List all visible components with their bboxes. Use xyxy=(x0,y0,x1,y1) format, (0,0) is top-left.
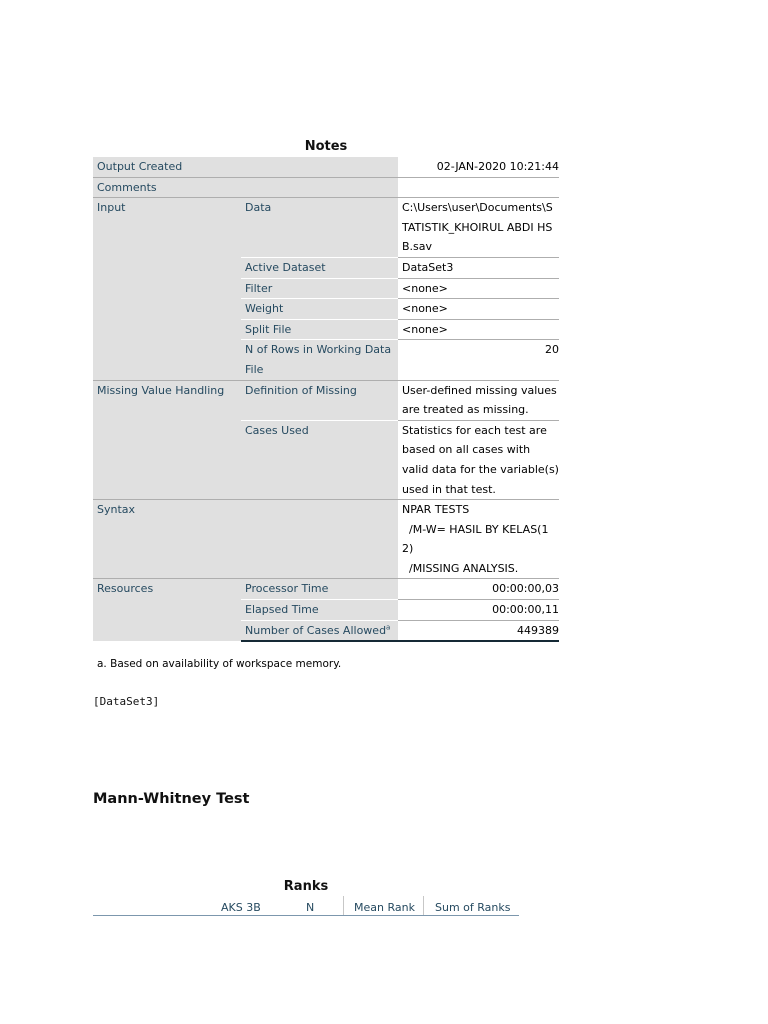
row-label-cases-allowed xyxy=(241,620,398,641)
row-label-output-created: Output Created xyxy=(93,157,398,177)
cases-allowed-value: 449389 xyxy=(398,620,559,641)
row-label-active-dataset: Active Dataset xyxy=(241,257,398,278)
row-label-missing: Missing Value Handling xyxy=(93,380,241,500)
ranks-col-mean-rank: Mean Rank xyxy=(354,901,415,914)
syntax-value: NPAR TESTS /M-W= HASIL BY KELAS(1 2) /MISSING ANALYSIS. xyxy=(398,500,559,579)
weight-value: <none> xyxy=(398,299,559,320)
data-file-value: C:\Users\user\Documents\STATISTIK_KHOIRUL ABDI HSB.sav xyxy=(398,198,559,258)
row-label-weight: Weight xyxy=(241,299,398,320)
ranks-col-n: N xyxy=(306,901,315,914)
table-row xyxy=(93,380,559,420)
table-row xyxy=(93,198,559,258)
split-file-value: <none> xyxy=(398,319,559,340)
cases-allowed-label: Number of Cases Allowed xyxy=(245,623,387,637)
processor-time-value: 00:00:00,03 xyxy=(398,579,559,600)
ranks-title: Ranks xyxy=(283,879,329,894)
row-label-comments: Comments xyxy=(93,177,398,198)
table-row xyxy=(93,579,559,600)
row-label-filter: Filter xyxy=(241,278,398,299)
row-label-syntax: Syntax xyxy=(93,500,398,579)
row-label-cases-used: Cases Used xyxy=(241,420,398,499)
elapsed-time-value: 00:00:00,11 xyxy=(398,600,559,621)
comments-value xyxy=(398,177,559,198)
active-dataset-value: DataSet3 xyxy=(398,257,559,278)
ranks-header xyxy=(93,896,519,916)
row-label-processor-time: Processor Time xyxy=(241,579,398,600)
row-label-n-rows: N of Rows in Working Data File xyxy=(241,340,398,380)
footnote-mark: a xyxy=(386,623,391,631)
row-label-split-file: Split File xyxy=(241,319,398,340)
filter-value: <none> xyxy=(398,278,559,299)
table-row xyxy=(93,177,559,198)
ranks-divider xyxy=(343,896,344,915)
table-row xyxy=(93,157,559,177)
output-created-value: 02-JAN-2020 10:21:44 xyxy=(398,157,559,177)
ranks-divider xyxy=(423,896,424,915)
row-label-data: Data xyxy=(241,198,398,258)
row-label-resources: Resources xyxy=(93,579,241,641)
row-label-elapsed-time: Elapsed Time xyxy=(241,600,398,621)
notes-footnote: a. Based on availability of workspace memory. xyxy=(97,658,342,670)
cases-used-value: Statistics for each test are based on all cases with valid data for the variable(s) used in that test. xyxy=(398,420,559,499)
dataset-tag: [DataSet3] xyxy=(93,695,160,708)
table-row xyxy=(93,500,559,579)
row-label-input: Input xyxy=(93,198,241,380)
notes-title: Notes xyxy=(304,139,348,154)
ranks-col-aks: AKS 3B xyxy=(221,901,261,914)
definition-missing-value: User-defined missing values are treated as missing. xyxy=(398,380,559,420)
n-rows-value: 20 xyxy=(398,340,559,380)
section-title: Mann-Whitney Test xyxy=(93,791,250,807)
row-label-definition-missing: Definition of Missing xyxy=(241,380,398,420)
notes-table xyxy=(93,157,559,642)
ranks-col-sum-of-ranks: Sum of Ranks xyxy=(435,901,511,914)
